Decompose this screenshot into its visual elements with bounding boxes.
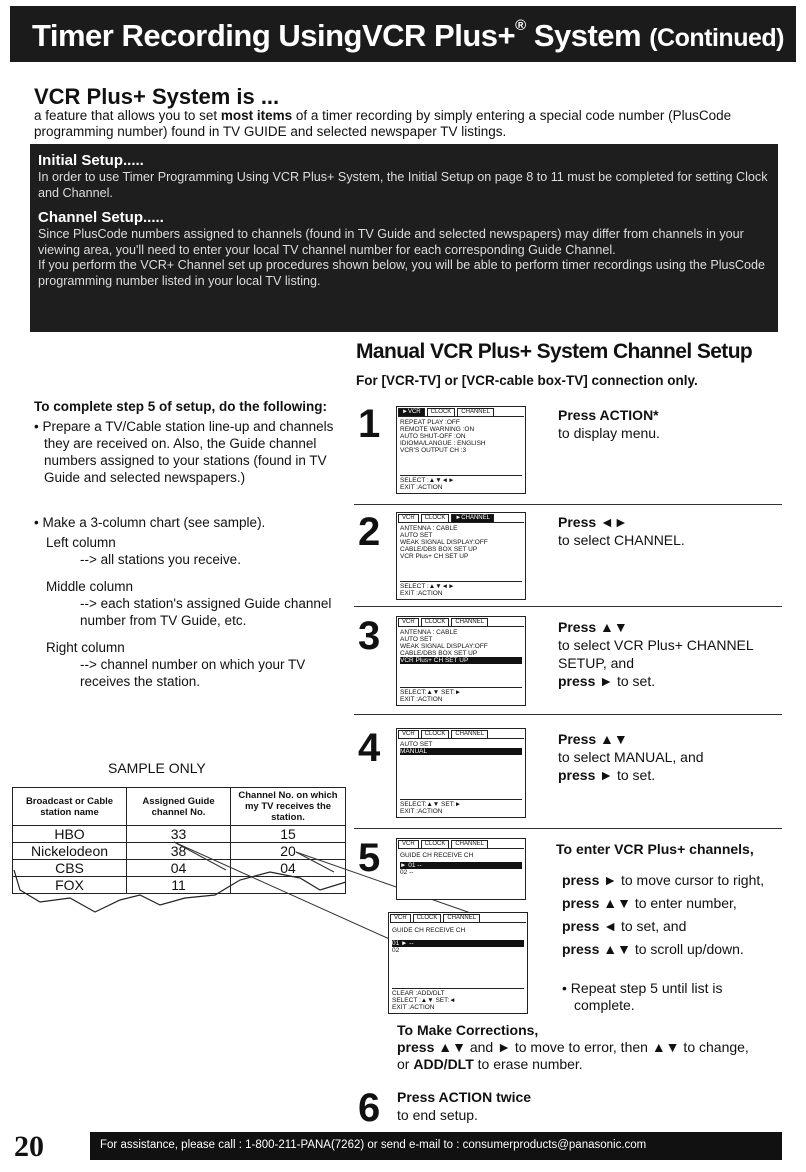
right-column-desc: --> channel number on which your TV receives the station. [80,657,306,689]
menu-screen-5b: VCR CLOCK CHANNEL GUIDE CH RECEIVE CH 01 ► -- 02 CLEAR :ADD/DLT SELECT :▲▼ SET:◄ EXIT :ACTION [388,912,528,1014]
instructions-lead: To complete step 5 of setup, do the following: [34,399,327,414]
page-number: 20 [14,1130,44,1163]
step-5-instructions: press ► to move cursor to right, press ▲▼ to enter number, press ◄ to set, and press ▲▼ to scroll up/down. [562,872,765,957]
left-column-desc: --> all stations you receive. [80,552,241,567]
table-cell: 11 [127,877,231,894]
section-title: Manual VCR Plus+ System Channel Setup [356,340,753,363]
table-cell: 04 [231,860,346,877]
divider [354,504,782,505]
table-cell: 04 [127,860,231,877]
step-3-text: Press ▲▼ to select VCR Plus+ CHANNEL SETUP, and press ► to set. [558,619,754,689]
section-subtitle: For [VCR-TV] or [VCR-cable box-TV] connection only. [356,373,698,388]
divider [354,714,782,715]
divider [354,606,782,607]
intro-title: VCR Plus+ System is ... [34,84,280,109]
table-header: Assigned Guide channel No. [127,788,231,826]
step-number: 2 [358,510,381,554]
assistance-footer: For assistance, please call : 1-800-211-PANA(7262) or send e-mail to : consumerproducts@panasonic.com [90,1132,782,1160]
step-number: 3 [358,614,381,658]
table-cell: Nickelodeon [13,843,127,860]
intro-text: a feature that allows you to set most items of a timer recording by simply entering a special code number (PlusCode programming number) found in TV GUIDE and selected newspaper TV listings. [34,108,732,139]
page-title: Timer Recording UsingVCR Plus+® System (Continued) [32,17,784,53]
table-header: Broadcast or Cable station name [13,788,127,826]
middle-column-desc: --> each station's assigned Guide channel number from TV Guide, etc. [80,596,332,628]
step-number: 4 [358,726,381,770]
step-5-note: • Repeat step 5 until list is complete. [562,980,723,1013]
bullet-prepare: • Prepare a TV/Cable station line-up and channels they are received on. Also, the Guide channel numbers assigned to your stations (found in TV Guide and selected newspapers.) [34,419,334,485]
table-cell: FOX [13,877,127,894]
initial-setup-heading: Initial Setup..... [38,152,144,169]
step-number: 5 [358,836,381,880]
middle-column-label: Middle column [46,579,134,594]
step-4-text: Press ▲▼ to select MANUAL, and press ► to set. [558,731,704,783]
right-column-label: Right column [46,640,125,655]
left-column-label: Left column [46,535,116,550]
step-5-title: To enter VCR Plus+ channels, [556,841,754,857]
step-number: 1 [358,402,381,446]
channel-setup-text-2: If you perform the VCR+ Channel set up procedures shown below, you will be able to perform timer recordings using the PlusCode programming number listed in your local TV listing. [38,258,765,288]
divider [354,828,782,829]
step-6-text: Press ACTION twice to end setup. [397,1089,532,1123]
table-cell: 20 [231,843,346,860]
table-cell: HBO [13,826,127,843]
menu-screen-2: VCR CLOCK ►CHANNEL ANTENNA : CABLE AUTO SET WEAK SIGNAL DISPLAY:OFF CABLE/DBS BOX SET UP VCR Plus+ CH SET UP SELECT :▲▼◄► EXIT :ACTION [396,512,526,600]
table-cell: 38 [127,843,231,860]
bullet-chart: • Make a 3-column chart (see sample). [34,515,266,530]
menu-screen-1: ►VCR CLOCK CHANNEL REPEAT PLAY :OFF REMOTE WARNING :ON AUTO SHUT-OFF :ON IDIOMA/LANGUE : ENGLISH VCR'S OUTPUT CH :3 SELECT :▲▼◄► EXIT :ACTION [396,406,526,494]
menu-screen-4: VCR CLOCK CHANNEL AUTO SET MANUAL SELECT:▲▼ SET:► EXIT :ACTION [396,728,526,818]
table-cell: 15 [231,826,346,843]
sample-label: SAMPLE ONLY [108,760,206,776]
channel-setup-heading: Channel Setup..... [38,209,164,226]
initial-setup-text: In order to use Timer Programming Using VCR Plus+ System, the Initial Setup on page 8 to 11 must be completed for setting Clock and Channel. [38,170,768,200]
step-number: 6 [358,1086,381,1130]
table-cell: CBS [13,860,127,877]
step-1-text: Press ACTION* to display menu. [558,407,660,441]
corrections-block: To Make Corrections, press ▲▼ and ► to move to error, then ▲▼ to change, or ADD/DLT to erase number. [397,1022,749,1072]
channel-setup-text-1: Since PlusCode numbers assigned to channels (found in TV Guide and selected newspapers) may differ from channels in your viewing area, you'll need to enter your local TV channel number for each corresponding Guide Channel. [38,227,744,257]
menu-screen-5a: VCR CLOCK CHANNEL GUIDE CH RECEIVE CH ► 01 -- 02 -- [396,838,526,900]
table-cell: 33 [127,826,231,843]
menu-screen-3: VCR CLOCK CHANNEL ANTENNA : CABLE AUTO SET WEAK SIGNAL DISPLAY:OFF CABLE/DBS BOX SET UP VCR Plus+ CH SET UP SELECT:▲▼ SET:► EXIT :ACTION [396,616,526,706]
step-2-text: Press ◄► to select CHANNEL. [558,514,685,548]
table-header: Channel No. on which my TV receives the station. [231,788,346,826]
